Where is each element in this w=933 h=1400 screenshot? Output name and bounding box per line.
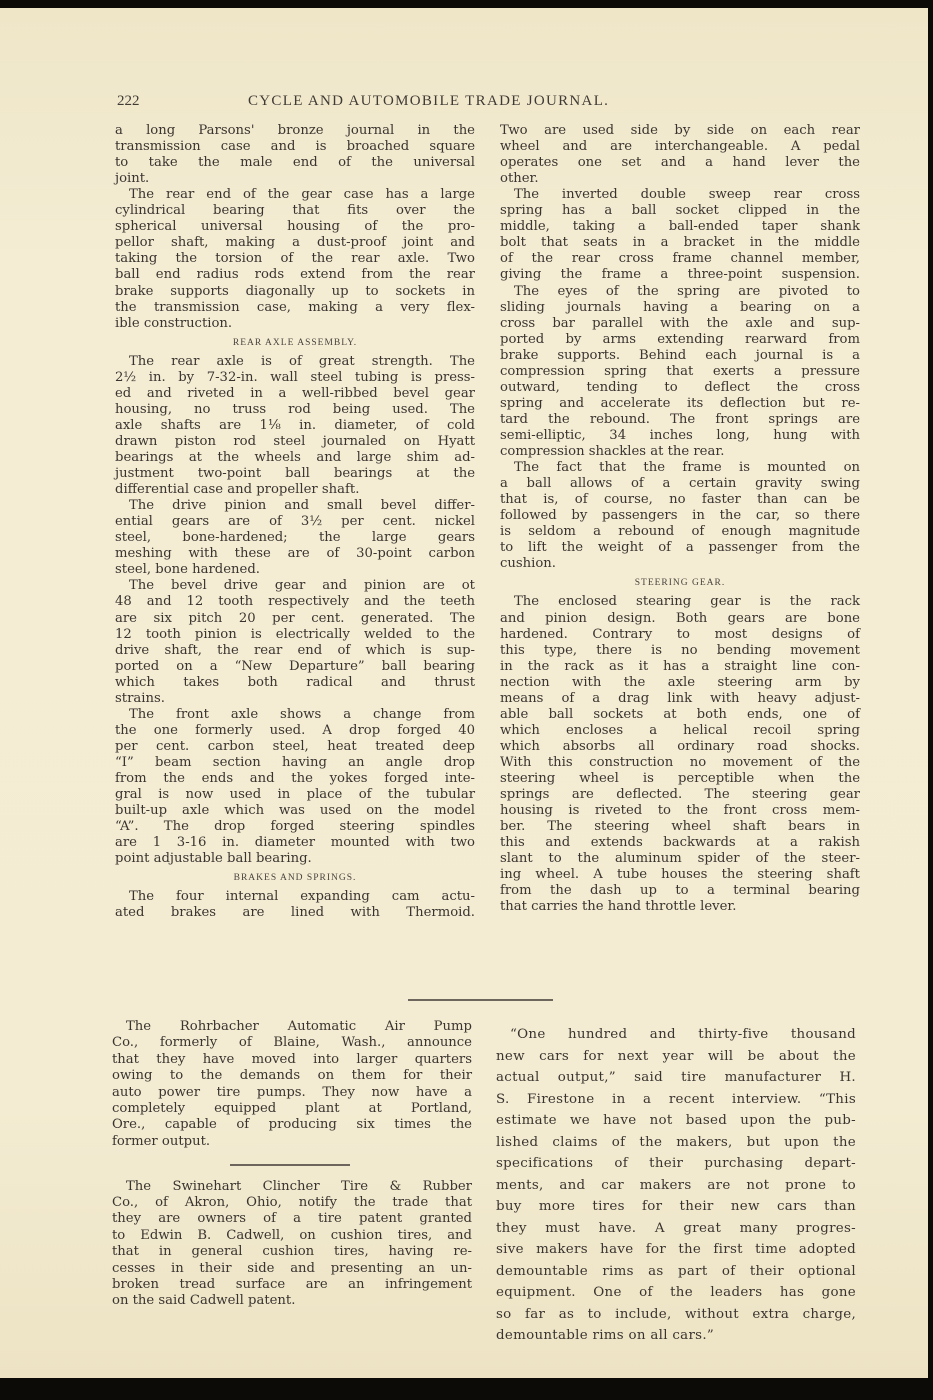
text-line: ported by arms extending rearward from [500,331,860,347]
text-line: axle shafts are 1⅛ in. diameter, of cold [115,417,475,433]
item-divider [230,1164,350,1166]
text-line: ball end radius rods extend from the rear [115,267,475,283]
text-line: auto power tire pumps. They now have a [112,1084,472,1100]
text-line: nection with the axle steering arm by [500,674,860,690]
page-number: 222 [117,93,140,109]
text-line: specifications of their purchasing depart- [496,1156,856,1171]
text-line: a long Parsons' bronze journal in the [115,123,475,138]
text-line: meshing with these are of 30-point carbon [115,546,475,562]
text-line: point adjustable ball bearing. [115,851,312,867]
text-line: The fact that the frame is mounted on [514,460,860,476]
text-line: drawn piston rod steel journaled on Hyatt [115,433,475,449]
text-line: they must have. A great many progres- [496,1220,856,1236]
text-line: that is, of course, no faster than can be [500,492,860,508]
text-line: The Swinehart Clincher Tire & Rubber [126,1178,472,1194]
text-line: sive makers have for the first time adopted [496,1242,856,1257]
text-line: ential gears are of 3½ per cent. nickel [115,514,475,530]
text-line: “One hundred and thirty-five thousand [510,1027,856,1042]
section-heading: STEERING GEAR. [634,578,726,589]
text-line: gral is now used in place of the tubular [115,787,475,803]
text-line: “A”. The drop forged steering spindles [115,819,475,835]
text-line: on the said Cadwell patent. [112,1293,296,1309]
text-line: bearings at the wheels and large shim ad- [115,450,475,465]
text-line: this type, there is no bending movement [500,642,860,658]
text-line: to take the male end of the universal [115,155,475,171]
text-line: Ore., capable of producing six times the [112,1117,472,1133]
text-line: transmission case and is broached square [115,139,475,155]
text-line: buy more tires for their new cars than [496,1199,856,1214]
text-line: 2½ in. by 7-32-in. wall steel tubing is press- [115,369,475,385]
text-line: The rear axle is of great strength. The [129,353,475,369]
text-line: justment two-point ball bearings at the [115,466,475,482]
text-line: which takes both radical and thrust [115,674,475,690]
text-line: steel, bone-hardened; the large gears [115,530,475,546]
text-line: The Rohrbacher Automatic Air Pump [126,1019,472,1034]
text-line: which encloses a helical recoil spring [500,722,860,738]
text-line: Co., formerly of Blaine, Wash., announce [112,1035,472,1051]
text-line: The bevel drive gear and pinion are ot [129,578,475,594]
text-line: they are owners of a tire patent granted [112,1211,472,1227]
text-line: brake supports diagonally up to sockets in [115,283,475,299]
text-line: so far as to include, without extra charge, [496,1306,856,1322]
text-line: taking the torsion of the rear axle. Two [115,251,475,267]
text-line: spring and accelerate its deflection but re- [500,395,860,411]
text-line: is seldom a rebound of enough magnitude [500,524,860,540]
text-line: ing wheel. A tube houses the steering shaft [500,867,860,883]
page-header [0,93,928,113]
text-line: means of a drag link with heavy adjust- [500,690,860,706]
text-line: Two are used side by side on each rear [500,123,860,138]
text-line: outward, tending to deflect the cross [500,379,860,395]
text-line: joint. [115,171,150,187]
text-line: former output. [112,1133,211,1149]
text-line: spherical universal housing of the pro- [115,219,475,235]
text-line: ible construction. [115,315,233,331]
text-line: actual output,” said tire manufacturer H. [496,1070,856,1085]
scanned-page [0,8,928,1378]
text-line: The front axle shows a change from [129,706,475,722]
text-line: The drive pinion and small bevel differ- [129,498,475,514]
text-line: semi-elliptic, 34 inches long, hung with [500,427,860,443]
text-line: ported on a “New Departure” ball bearing [115,658,475,674]
text-line: The rear end of the gear case has a large [129,187,475,203]
text-line: spring has a ball socket clipped in the [500,203,860,219]
text-line: springs are deflected. The steering gear [500,787,860,803]
text-line: lished claims of the makers, but upon the [496,1134,856,1150]
text-line: brake supports. Behind each journal is a [500,347,860,363]
journal-title: CYCLE AND AUTOMOBILE TRADE JOURNAL. [248,93,610,109]
text-line: Co., of Akron, Ohio, notify the trade that [112,1195,472,1210]
text-line: which absorbs all ordinary road shocks. [500,738,860,754]
text-line: sliding journals having a bearing on a [500,299,860,315]
text-line: followed by passengers in the car, so there [500,508,860,524]
text-line: hardened. Contrary to most designs of [500,626,860,642]
text-line: cross bar parallel with the axle and sup- [500,315,860,331]
text-line: housing, no truss rod being used. The [115,401,475,417]
section-heading: BRAKES AND SPRINGS. [233,873,357,884]
text-line: completely equipped plant at Portland, [112,1101,472,1116]
text-line: a ball allows of a certain gravity swing [500,476,860,492]
text-line: slant to the aluminum spider of the steer- [500,851,860,867]
text-line: cylindrical bearing that fits over the [115,203,475,219]
text-line: The enclosed stearing gear is the rack [514,594,860,610]
text-line: ated brakes are lined with Thermoid. [115,905,475,921]
text-line: drive shaft, the rear end of which is sup- [115,642,475,658]
text-line: strains. [115,690,165,706]
text-line: ed and riveted in a well-ribbed bevel gear [115,385,475,401]
text-line: new cars for next year will be about the [496,1048,856,1064]
text-line: pellor shaft, making a dust-proof joint and [115,235,475,251]
text-line: the one formerly used. A drop forged 40 [115,722,475,738]
text-line: operates one set and a hand lever the [500,155,860,171]
text-line: cesses in their side and presenting an un- [112,1260,472,1276]
text-line: equipment. One of the leaders has gone [496,1285,856,1300]
text-line: of the rear cross frame channel member, [500,251,860,267]
text-line: that carries the hand throttle lever. [500,899,737,915]
section-divider [408,999,553,1001]
text-line: The four internal expanding cam actu- [129,889,475,905]
text-line: from the dash up to a terminal bearing [500,883,860,899]
text-line: steel, bone hardened. [115,562,260,578]
text-line: S. Firestone in a recent interview. “This [496,1091,856,1107]
text-line: tard the rebound. The front springs are [500,411,860,427]
text-line: wheel and are interchangeable. A pedal [500,139,860,155]
text-line: to Edwin B. Cadwell, on cushion tires, and [112,1227,472,1243]
text-line: estimate we have not based upon the pub- [496,1113,856,1128]
text-line: “I” beam section having an angle drop [115,754,475,770]
text-line: to lift the weight of a passenger from the [500,540,860,556]
text-line: 12 tooth pinion is electrically welded to the [115,626,475,642]
text-line: The eyes of the spring are pivoted to [514,283,860,299]
text-line: this and extends backwards at a rakish [500,835,860,851]
text-line: in the rack as it has a straight line con- [500,658,860,674]
text-line: that they have moved into larger quarters [112,1051,472,1067]
text-line: are 1 3-16 in. diameter mounted with two [115,835,475,851]
text-line: compression shackles at the rear. [500,444,725,459]
text-line: owing to the demands on them for their [112,1068,472,1084]
text-line: from the ends and the yokes forged inte- [115,771,475,786]
text-line: other. [500,171,539,187]
text-line: steering wheel is perceptible when the [500,771,860,786]
section-heading: REAR AXLE ASSEMBLY. [232,337,358,348]
text-line: compression spring that exerts a pressure [500,363,860,379]
text-line: middle, taking a ball-ended taper shank [500,219,860,235]
text-line: are six pitch 20 per cent. generated. The [115,610,475,626]
text-line: cushion. [500,556,556,572]
text-line: built-up axle which was used on the model [115,803,475,819]
text-line: the transmission case, making a very flex- [115,299,475,315]
text-line: ments, and car makers are not prone to [496,1177,856,1193]
text-line: per cent. carbon steel, heat treated deep [115,738,475,754]
text-line: able ball sockets at both ends, one of [500,706,860,722]
text-line: 48 and 12 tooth respectively and the teeth [115,594,475,610]
text-line: demountable rims as part of their optional [496,1263,856,1279]
text-line: and pinion design. Both gears are bone [500,610,860,626]
text-line: broken tread surface are an infringement [112,1277,472,1292]
text-line: housing is riveted to the front cross mem- [500,803,860,819]
text-line: bolt that seats in a bracket in the middle [500,235,860,251]
text-line: that in general cushion tires, having re- [112,1244,472,1260]
text-line: differential case and propeller shaft. [115,482,360,498]
text-line: The inverted double sweep rear cross [514,187,860,203]
text-line: ber. The steering wheel shaft bears in [500,819,860,835]
text-line: demountable rims on all cars.” [496,1328,715,1343]
text-line: With this construction no movement of the [500,754,860,770]
text-line: giving the frame a three-point suspension. [500,267,860,283]
